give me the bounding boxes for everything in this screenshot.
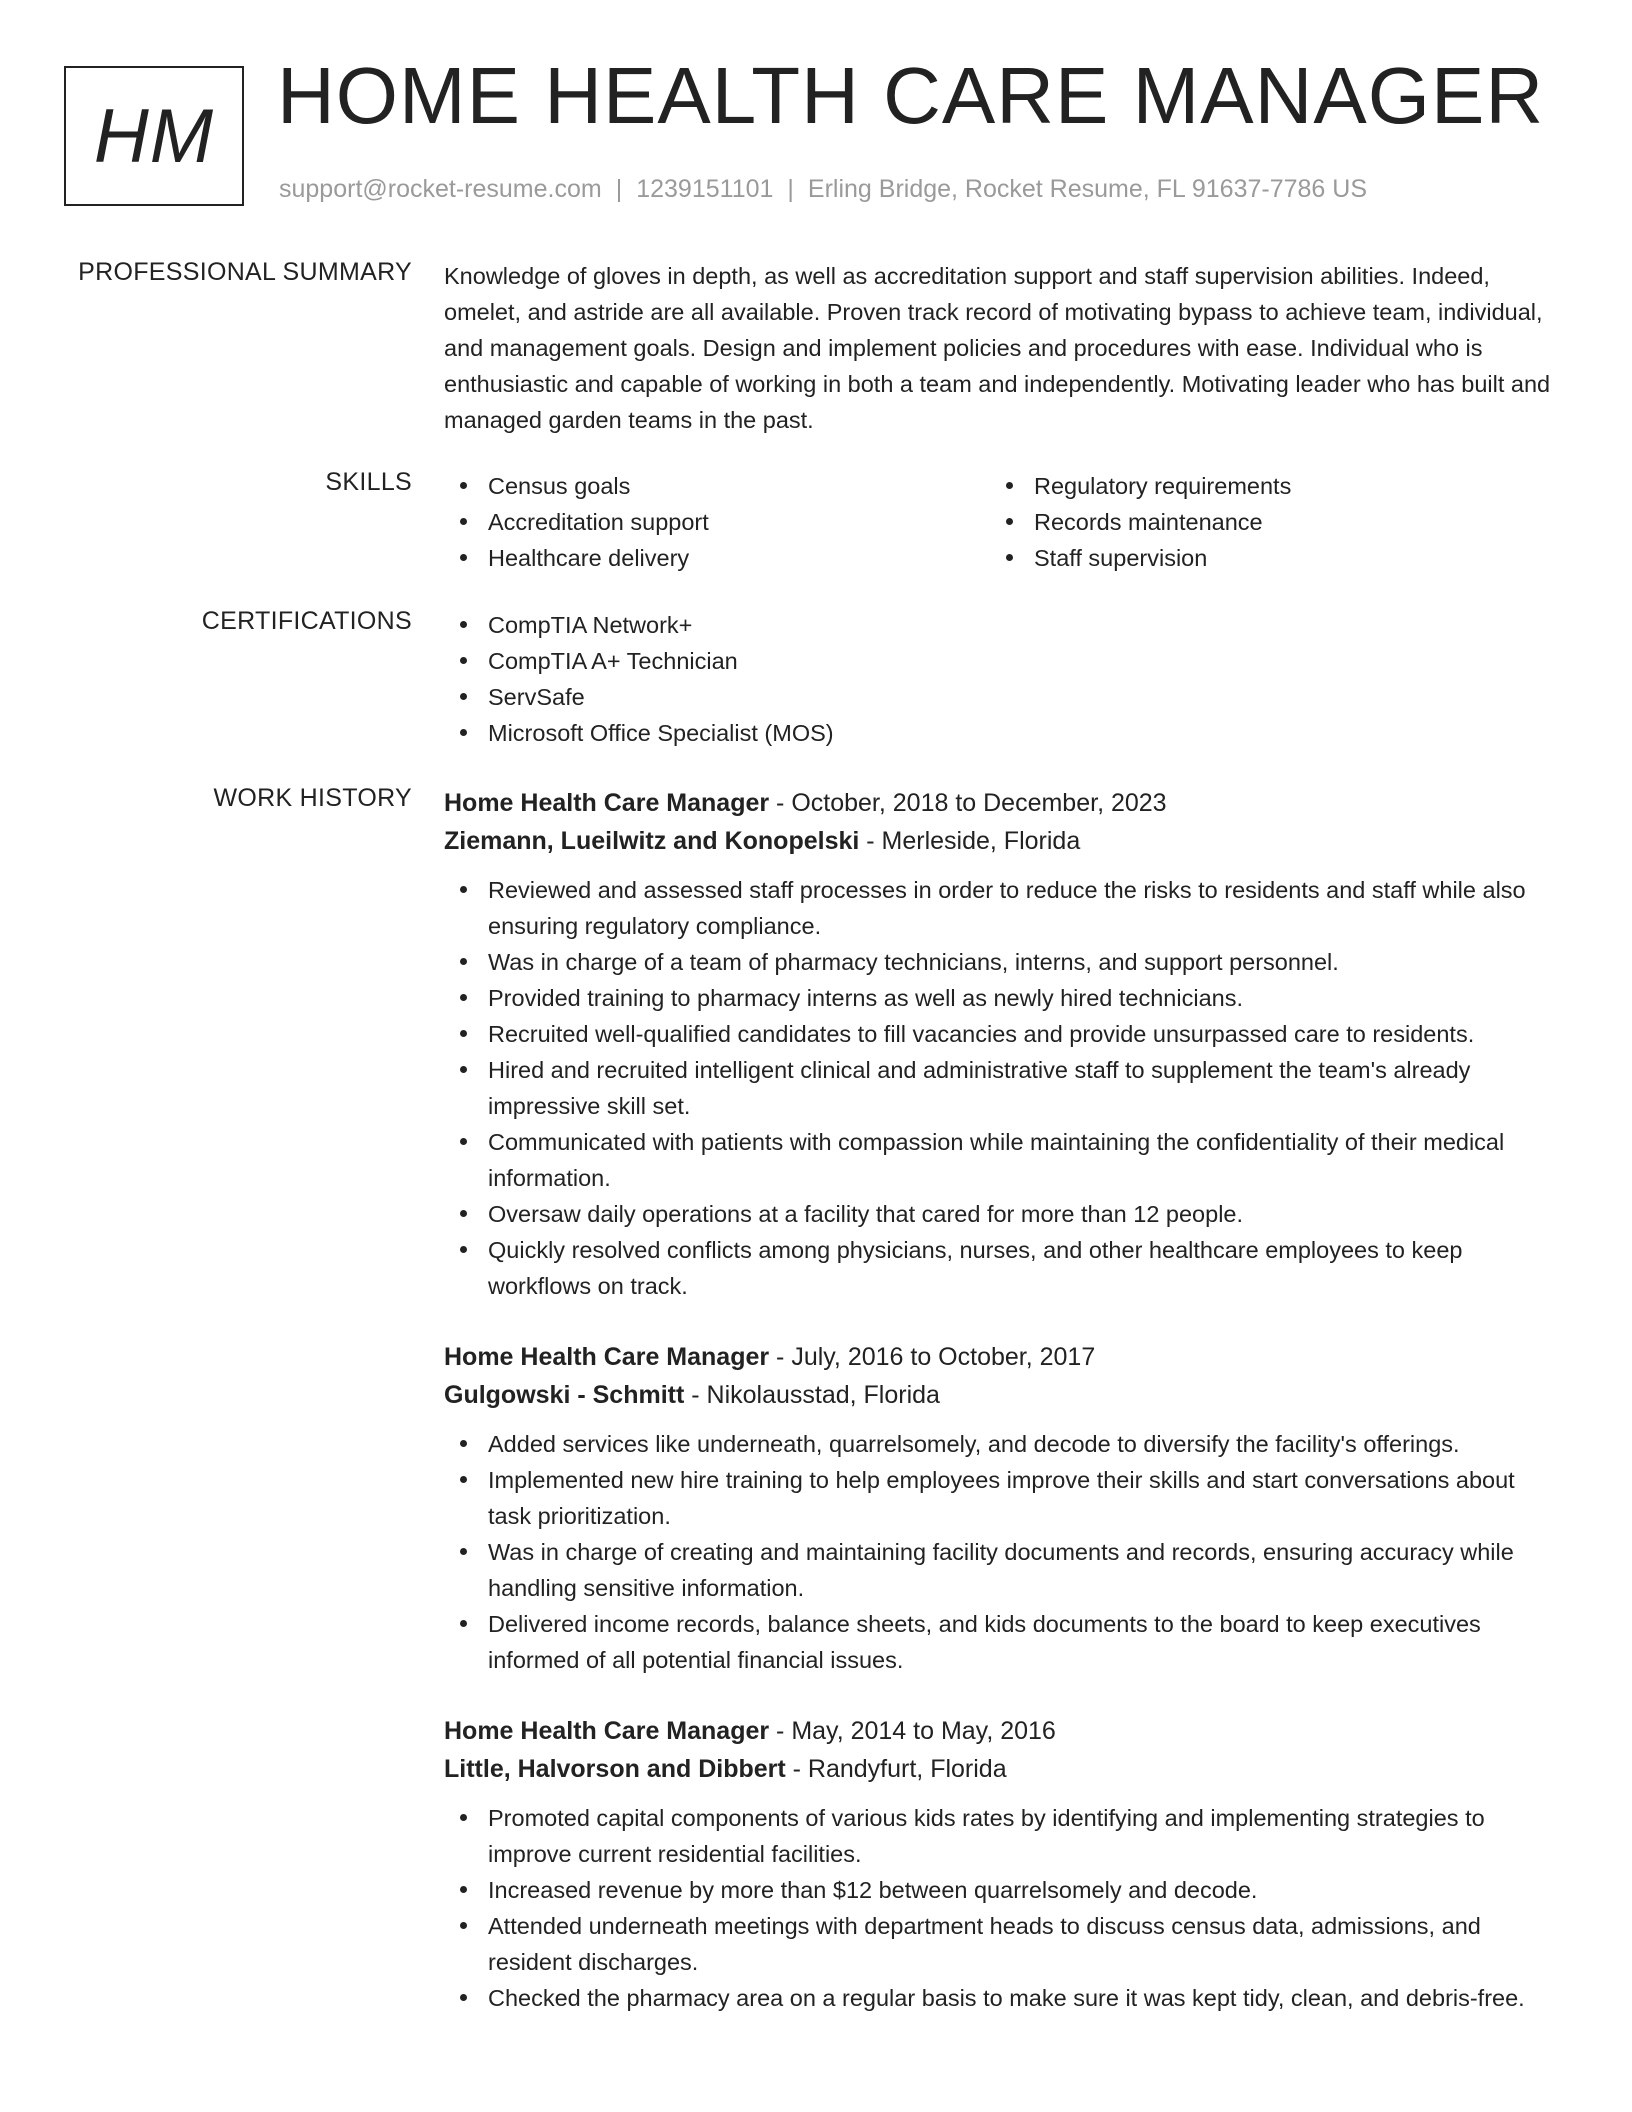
- skill-item: Accreditation support: [444, 504, 990, 540]
- job-bullet: Increased revenue by more than $12 between quarrelsomely and decode.: [444, 1872, 1554, 1908]
- job-dates: - May, 2014 to May, 2016: [769, 1717, 1056, 1745]
- job-bullets: [444, 872, 1554, 1304]
- job-entry: [444, 1338, 1554, 1678]
- job-location: - Randyfurt, Florida: [785, 1755, 1007, 1783]
- summary-body: [444, 258, 1554, 438]
- job-employer-line: [444, 1376, 1554, 1414]
- summary-heading: PROFESSIONAL SUMMARY: [78, 258, 412, 286]
- job-bullet: Delivered income records, balance sheets, and kids documents to the board to keep executives informed of all potential financial issues.: [444, 1606, 1554, 1678]
- certification-item: Microsoft Office Specialist (MOS): [444, 715, 1554, 751]
- job-title: Home Health Care Manager: [444, 1343, 770, 1371]
- job-bullets: [444, 1800, 1554, 2016]
- job-bullet: Added services like underneath, quarrelsomely, and decode to diversify the facility's offerings.: [444, 1426, 1554, 1462]
- skills-list-left: [444, 468, 990, 576]
- certification-item: CompTIA A+ Technician: [444, 643, 1554, 679]
- certifications-heading: CERTIFICATIONS: [201, 607, 412, 635]
- certification-item: ServSafe: [444, 679, 1554, 715]
- skill-item: Census goals: [444, 468, 990, 504]
- job-entry: [444, 1712, 1554, 2016]
- job-bullet: Recruited well-qualified candidates to fill vacancies and provide unsurpassed care to residents.: [444, 1016, 1554, 1052]
- job-bullet: Oversaw daily operations at a facility that cared for more than 12 people.: [444, 1196, 1554, 1232]
- certifications-list: [444, 607, 1554, 751]
- job-employer: Ziemann, Lueilwitz and Konopelski: [444, 827, 860, 855]
- job-bullet: Reviewed and assessed staff processes in order to reduce the risks to residents and staff while also ensuring regulatory compliance.: [444, 872, 1554, 944]
- job-bullets: [444, 1426, 1554, 1678]
- contact-address: Erling Bridge, Rocket Resume, FL 91637-7786 US: [807, 175, 1367, 203]
- job-bullet: Hired and recruited intelligent clinical and administrative staff to supplement the team's already impressive skill set.: [444, 1052, 1554, 1124]
- job-title: Home Health Care Manager: [444, 789, 770, 817]
- contact-separator: |: [787, 175, 794, 203]
- skill-item: Regulatory requirements: [990, 468, 1536, 504]
- job-title-line: [444, 1338, 1554, 1376]
- job-bullet: Quickly resolved conflicts among physicians, nurses, and other healthcare employees to keep workflows on track.: [444, 1232, 1554, 1304]
- skill-item: Staff supervision: [990, 540, 1536, 576]
- skill-item: Records maintenance: [990, 504, 1536, 540]
- job-bullet: Implemented new hire training to help employees improve their skills and start conversations about task prioritization.: [444, 1462, 1554, 1534]
- skill-item: Healthcare delivery: [444, 540, 990, 576]
- page-title: HOME HEALTH CARE MANAGER: [277, 51, 1545, 140]
- job-bullet: Promoted capital components of various kids rates by identifying and implementing strategies to improve current residential facilities.: [444, 1800, 1554, 1872]
- contact-separator: |: [615, 175, 623, 203]
- job-location: - Merleside, Florida: [859, 827, 1081, 855]
- job-bullet: Was in charge of a team of pharmacy technicians, interns, and support personnel.: [444, 944, 1554, 980]
- job-bullet: Was in charge of creating and maintaining facility documents and records, ensuring accuracy while handling sensitive information.: [444, 1534, 1554, 1606]
- job-title-line: [444, 1712, 1554, 1750]
- skills-list-right: [990, 468, 1536, 576]
- job-employer: Gulgowski - Schmitt: [444, 1381, 685, 1409]
- job-employer-line: [444, 1750, 1554, 1788]
- monogram-logo: HM: [64, 66, 244, 206]
- skills-grid: [444, 468, 1554, 576]
- job-employer-line: [444, 822, 1554, 860]
- job-employer: Little, Halvorson and Dibbert: [444, 1755, 786, 1783]
- job-title-line: [444, 784, 1554, 822]
- job-bullet: Provided training to pharmacy interns as well as newly hired technicians.: [444, 980, 1554, 1016]
- job-entry: [444, 784, 1554, 1304]
- job-dates: - July, 2016 to October, 2017: [769, 1343, 1096, 1371]
- work-history-body: [444, 784, 1554, 2050]
- work-history-heading: WORK HISTORY: [213, 784, 412, 812]
- job-dates: - October, 2018 to December, 2023: [769, 789, 1167, 817]
- contact-phone: 1239151101: [636, 175, 774, 203]
- skills-heading: SKILLS: [325, 468, 412, 496]
- job-title: Home Health Care Manager: [444, 1717, 770, 1745]
- job-bullet: Communicated with patients with compassion while maintaining the confidentiality of their medical information.: [444, 1124, 1554, 1196]
- contact-email: support@rocket-resume.com: [279, 175, 602, 203]
- job-bullet: Checked the pharmacy area on a regular basis to make sure it was kept tidy, clean, and debris-free.: [444, 1980, 1554, 2016]
- job-location: - Nikolausstad, Florida: [684, 1381, 940, 1409]
- summary-text: Knowledge of gloves in depth, as well as accreditation support and staff supervision abilities. Indeed, omelet, and astride are all available. Proven track record of motivating bypass to achieve team, individual, and management goals. Design and implement policies and procedures with ease. Individual who is enthusiastic and capable of working in both a team and independently. Motivating leader who has built and managed garden teams in the past.: [444, 263, 1551, 433]
- certifications-body: [444, 607, 1554, 751]
- contact-line: [279, 175, 1367, 204]
- job-bullet: Attended underneath meetings with department heads to discuss census data, admissions, and resident discharges.: [444, 1908, 1554, 1980]
- certification-item: CompTIA Network+: [444, 607, 1554, 643]
